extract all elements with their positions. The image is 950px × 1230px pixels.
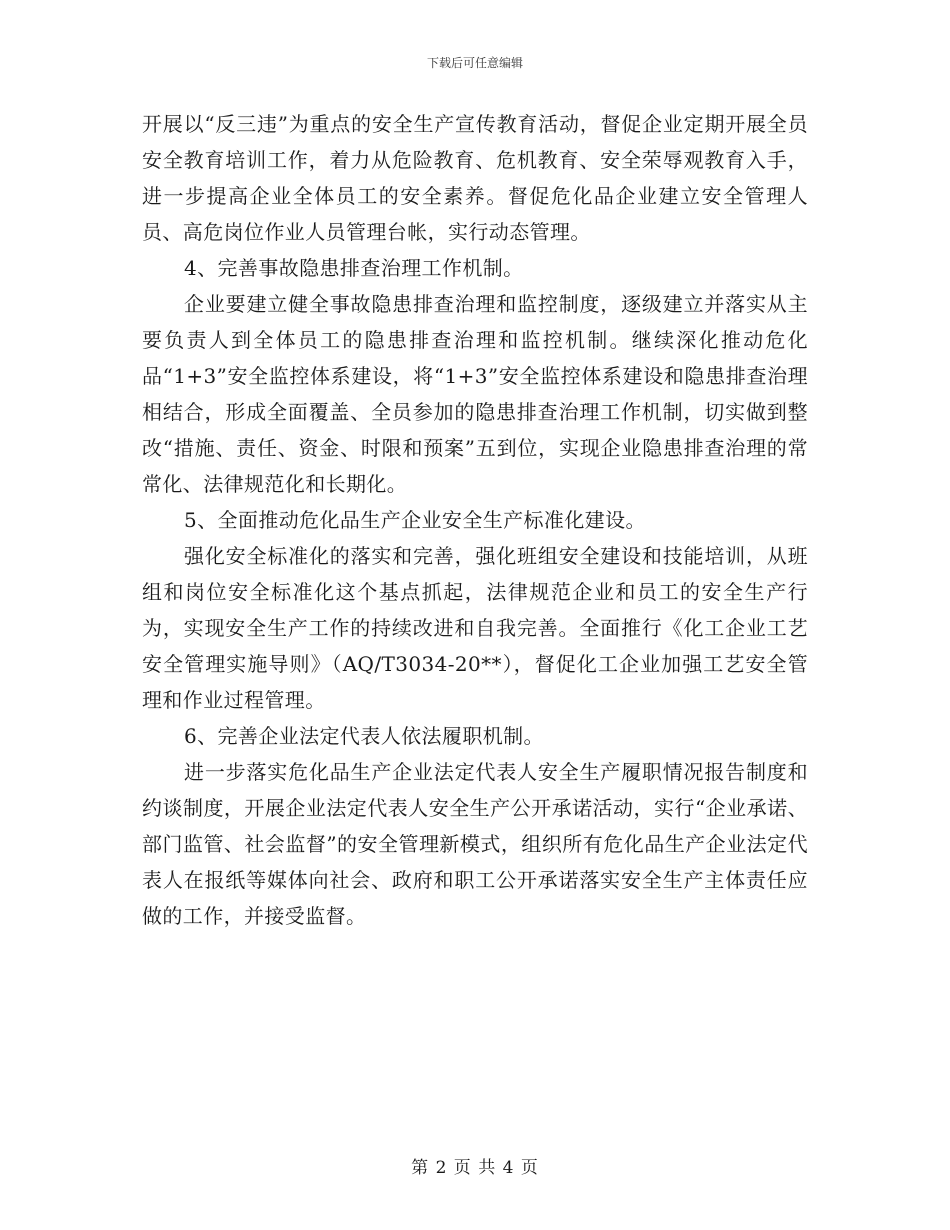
section-heading-4: 4、完善事故隐患排查治理工作机制。: [184, 256, 524, 280]
paragraph-legal-representative: 进一步落实危化品生产企业法定代表人安全生产履职情况报告制度和约谈制度，开展企业法定代表人安全生产公开承诺活动，实行“企业承诺、部门监管、社会监督”的安全管理新模式，组织所有危化品生产企业法定代表人在报纸等媒体向社会、政府和职工公开承诺落实安全生产主体责任应做的工作，并接受监督。: [142, 760, 808, 928]
paragraph-intro: 开展以“反三违”为重点的安全生产宣传教育活动，督促企业定期开展全员安全教育培训工作，着力从危险教育、危机教育、安全荣辱观教育入手，进一步提高企业全体员工的安全素养。督促危化品企业建立安全管理人员、高危岗位作业人员管理台帐，实行动态管理。: [142, 112, 808, 244]
document-body: [142, 106, 808, 934]
section-heading-5: 5、全面推动危化品生产企业安全生产标准化建设。: [184, 508, 646, 532]
page-header: 下载后可任意编辑: [426, 56, 523, 70]
section-heading-6: 6、完善企业法定代表人依法履职机制。: [184, 724, 544, 748]
paragraph-hazard-inspection: 企业要建立健全事故隐患排查治理和监控制度，逐级建立并落实从主要负责人到全体员工的隐患排查治理和监控机制。继续深化推动危化品“1+3”安全监控体系建设，将“1+3”安全监控体系建设和隐患排查治理相结合，形成全面覆盖、全员参加的隐患排查治理工作机制，切实做到整改“措施、责任、资金、时限和预案”五到位，实现企业隐患排查治理的常常化、法律规范化和长期化。: [142, 292, 808, 496]
page-number: 第 2 页 共 4 页: [411, 1158, 539, 1178]
paragraph-standardization: 强化安全标准化的落实和完善，强化班组安全建设和技能培训，从班组和岗位安全标准化这个基点抓起，法律规范企业和员工的安全生产行为，实现安全生产工作的持续改进和自我完善。全面推行《化工企业工艺安全管理实施导则》（AQ/T3034-20**），督促化工企业加强工艺安全管理和作业过程管理。: [142, 544, 808, 712]
